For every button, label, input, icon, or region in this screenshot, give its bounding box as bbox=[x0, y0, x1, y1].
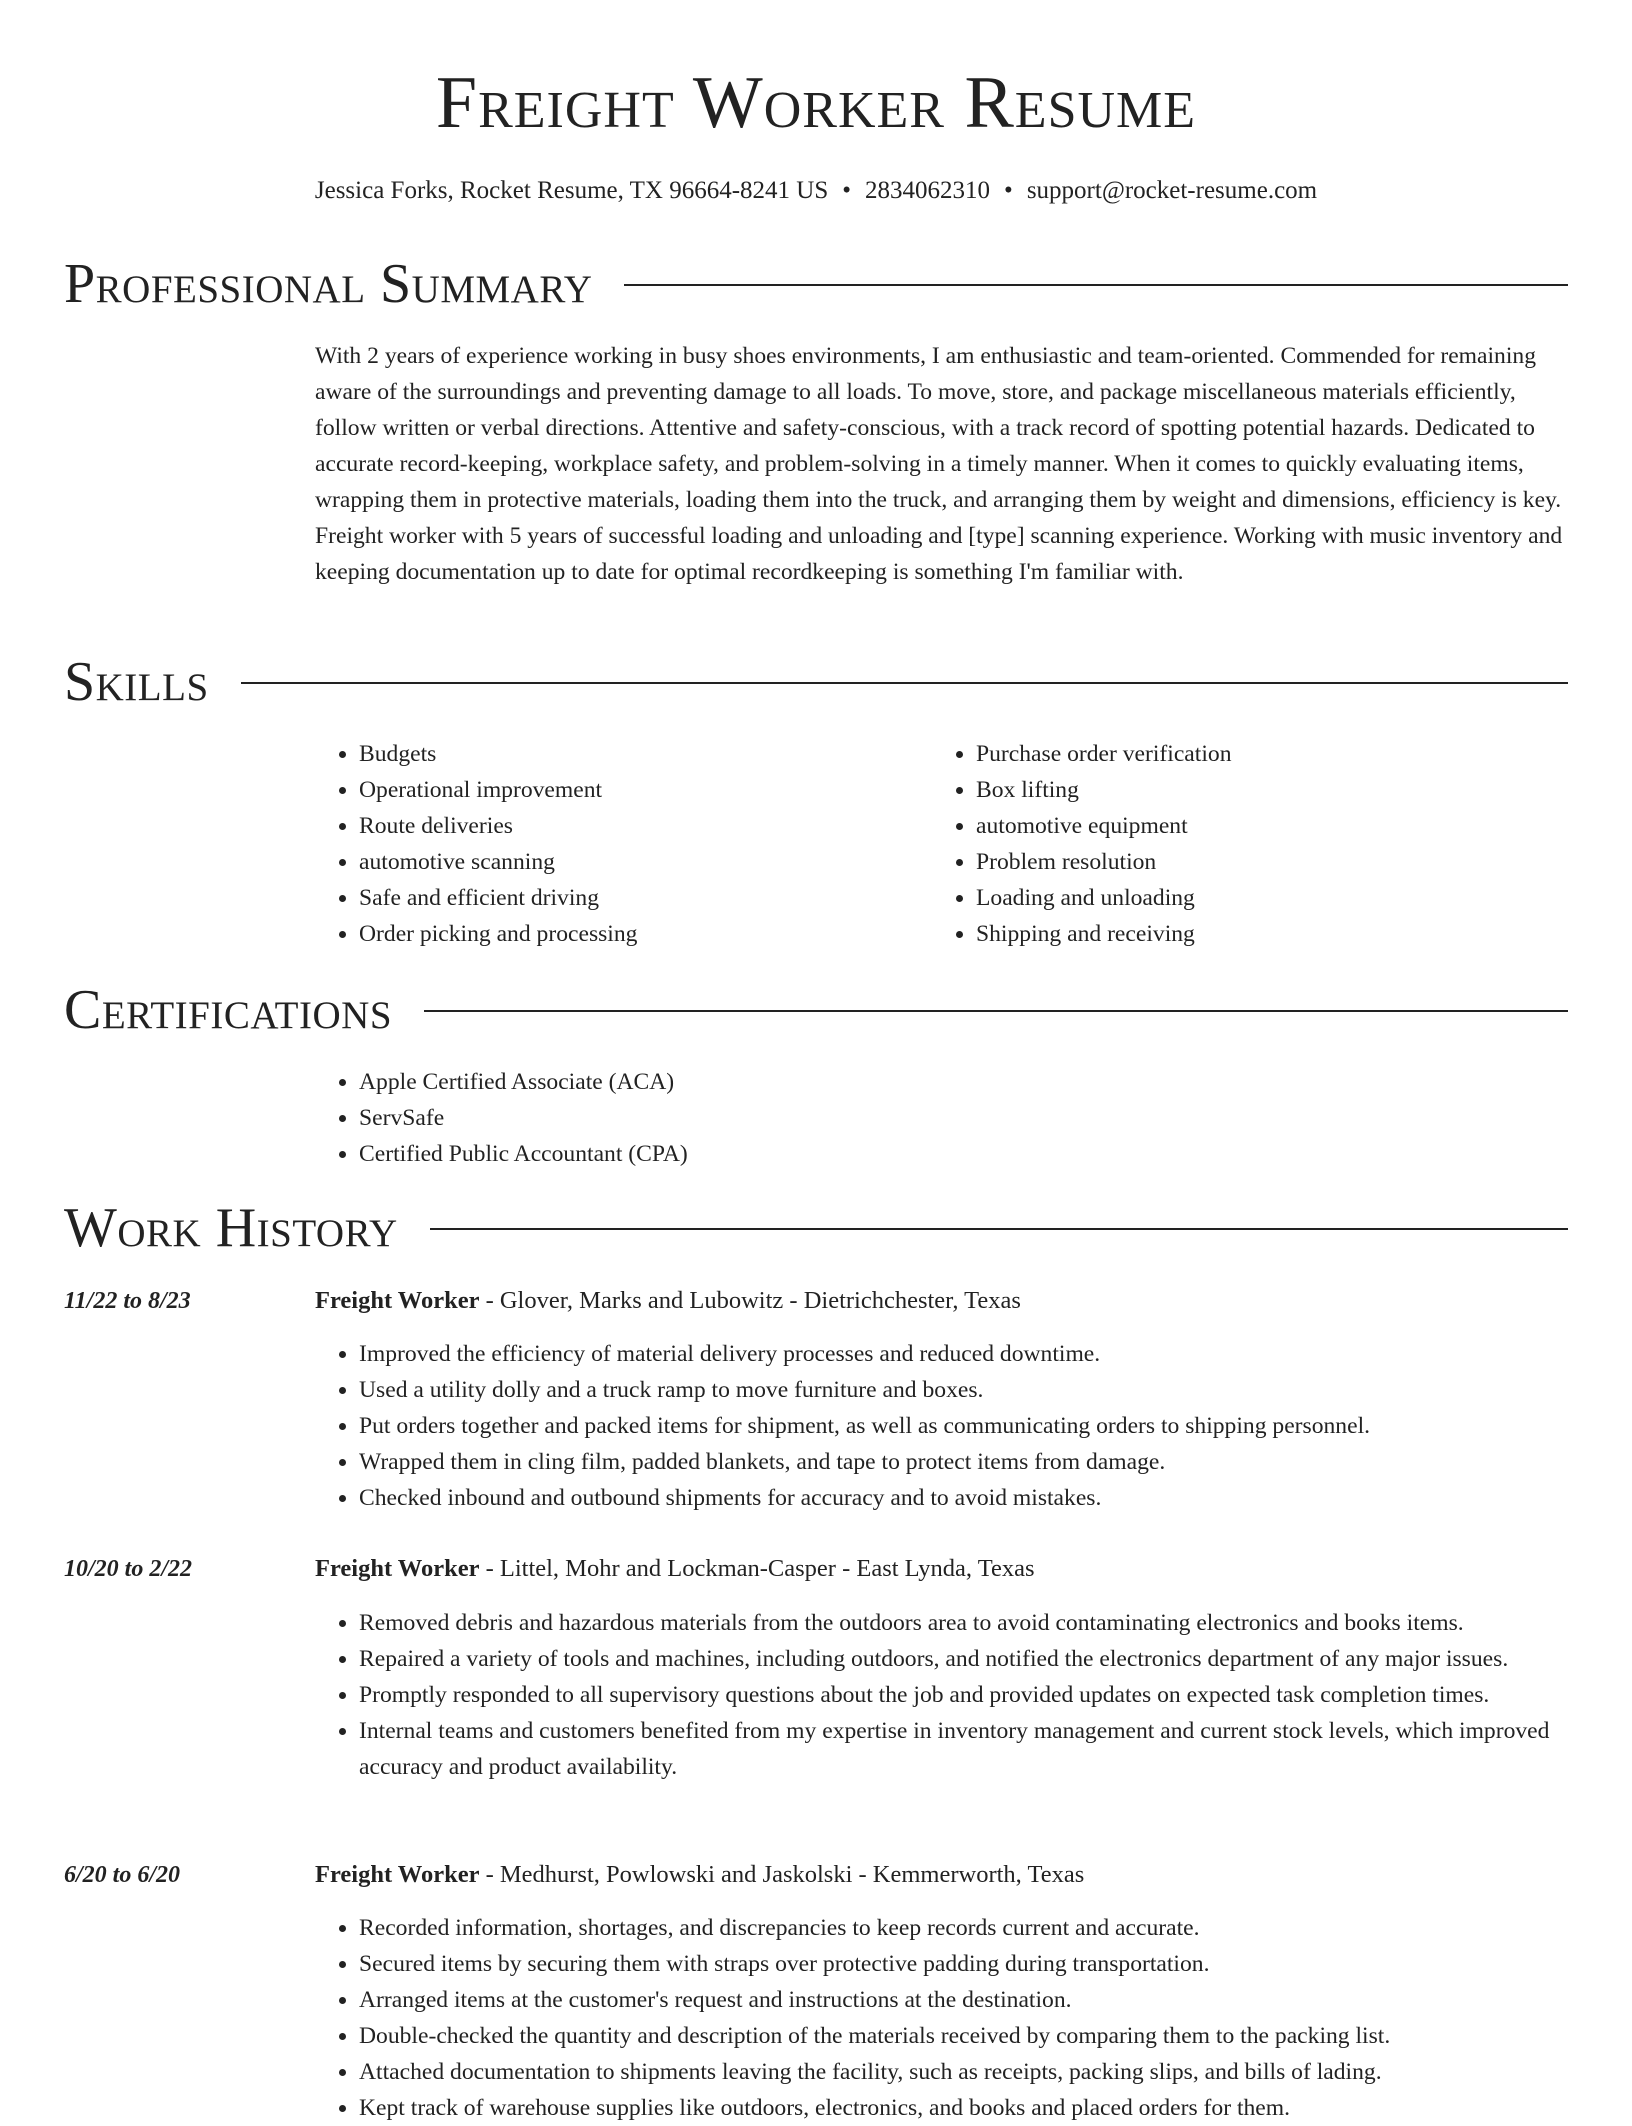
job-duties bbox=[315, 1605, 1585, 1785]
section-divider bbox=[430, 1228, 1568, 1230]
skill-item: • Order picking and processing bbox=[359, 916, 637, 952]
job-duty-item: • Checked inbound and outbound shipments for accuracy and to avoid mistakes. bbox=[359, 1480, 1585, 1516]
skill-item: • Shipping and receiving bbox=[976, 916, 1232, 952]
job-duty-item: • Used a utility dolly and a truck ramp to move furniture and boxes. bbox=[359, 1372, 1585, 1408]
skill-item: • Operational improvement bbox=[359, 772, 637, 808]
summary-heading: Professional Summary bbox=[64, 253, 593, 315]
contact-phone: 2834062310 bbox=[865, 177, 991, 204]
certifications-heading: Certifications bbox=[64, 979, 393, 1041]
contact-line bbox=[0, 174, 1632, 208]
skill-item: • Purchase order verification bbox=[976, 736, 1232, 772]
job-title: Freight Worker bbox=[315, 1555, 480, 1582]
summary-text: With 2 years of experience working in busy shoes environments, I am enthusiastic and team-oriented. Commended for remaining aware of the surroundings and preventing damage to all loads. To move, store, and package miscellaneous materials efficiently, follow written or verbal directions. Attentive and safety-conscious, with a track record of spotting potential hazards. Dedicated to accurate record-keeping, workplace safety, and problem-solving in a timely manner. When it comes to quickly evaluating items, wrapping them in protective materials, loading them into the truck, and arranging them by weight and dimensions, efficiency is key. Freight worker with 5 years of successful loading and unloading and [type] scanning experience. Working with music inventory and keeping documentation up to date for optimal recordkeeping is something I'm familiar with. bbox=[315, 343, 1563, 585]
contact-address: Jessica Forks, Rocket Resume, TX 96664-8241 US bbox=[314, 177, 829, 204]
certifications-list bbox=[315, 1064, 688, 1172]
skill-item: • Budgets bbox=[359, 736, 637, 772]
skill-item: • automotive equipment bbox=[976, 808, 1232, 844]
certifications-section-header bbox=[64, 978, 1568, 1042]
skills-column-left bbox=[315, 736, 637, 952]
job-dates: 6/20 to 6/20 bbox=[64, 1862, 181, 1888]
contact-separator: • bbox=[842, 177, 852, 204]
job-title-line bbox=[315, 1283, 1021, 1319]
contact-email: support@rocket-resume.com bbox=[1026, 177, 1318, 204]
job-duty-item: • Recorded information, shortages, and discrepancies to keep records current and accurate. bbox=[359, 1910, 1585, 1946]
certification-item: • Apple Certified Associate (ACA) bbox=[359, 1064, 688, 1100]
job-duty-item: • Wrapped them in cling film, padded blankets, and tape to protect items from damage. bbox=[359, 1444, 1585, 1480]
work-history-section-header bbox=[64, 1196, 1568, 1260]
job-duty-item: • Internal teams and customers benefited from my expertise in inventory management and current stock levels, which improved accuracy and product availability. bbox=[359, 1713, 1585, 1785]
skill-item: • automotive scanning bbox=[359, 844, 637, 880]
summary-section-header bbox=[64, 252, 1568, 316]
job-employer-location: - Littel, Mohr and Lockman-Casper - East Lynda, Texas bbox=[479, 1555, 1035, 1582]
job-duty-item: • Arranged items at the customer's request and instructions at the destination. bbox=[359, 1982, 1585, 2018]
work-history-heading: Work History bbox=[64, 1197, 398, 1259]
job-duty-item: • Removed debris and hazardous materials from the outdoors area to avoid contaminating electronics and books items. bbox=[359, 1605, 1585, 1641]
section-divider bbox=[624, 284, 1568, 286]
job-dates: 10/20 to 2/22 bbox=[64, 1556, 193, 1582]
skill-item: • Route deliveries bbox=[359, 808, 637, 844]
job-duty-item: • Attached documentation to shipments leaving the facility, such as receipts, packing slips, and bills of lading. bbox=[359, 2054, 1585, 2090]
job-duty-item: • Repaired a variety of tools and machines, including outdoors, and notified the electronics department of any major issues. bbox=[359, 1641, 1585, 1677]
skill-item: • Safe and efficient driving bbox=[359, 880, 637, 916]
job-title-line bbox=[315, 1857, 1084, 1893]
job-duties bbox=[315, 1336, 1585, 1516]
job-title: Freight Worker bbox=[315, 1861, 480, 1888]
job-employer-location: - Medhurst, Powlowski and Jaskolski - Kemmerworth, Texas bbox=[479, 1861, 1085, 1888]
job-title-line bbox=[315, 1551, 1035, 1587]
job-duty-item: • Improved the efficiency of material delivery processes and reduced downtime. bbox=[359, 1336, 1585, 1372]
job-duties bbox=[315, 1910, 1585, 2126]
skill-item: • Loading and unloading bbox=[976, 880, 1232, 916]
job-duty-item: • Kept track of warehouse supplies like outdoors, electronics, and books and placed orders for them. bbox=[359, 2090, 1585, 2126]
skill-item: • Problem resolution bbox=[976, 844, 1232, 880]
job-duty-item: • Promptly responded to all supervisory questions about the job and provided updates on expected task completion times. bbox=[359, 1677, 1585, 1713]
skills-heading: Skills bbox=[64, 651, 209, 713]
resume-title: Freight Worker Resume bbox=[435, 62, 1197, 144]
job-dates: 11/22 to 8/23 bbox=[64, 1288, 191, 1314]
skills-section-header bbox=[64, 650, 1568, 714]
section-divider bbox=[424, 1010, 1568, 1012]
certification-item: • ServSafe bbox=[359, 1100, 688, 1136]
skills-column-right bbox=[932, 736, 1232, 952]
job-title: Freight Worker bbox=[315, 1287, 480, 1314]
certification-item: • Certified Public Accountant (CPA) bbox=[359, 1136, 688, 1172]
job-duty-item: • Secured items by securing them with straps over protective padding during transportation. bbox=[359, 1946, 1585, 1982]
skill-item: • Box lifting bbox=[976, 772, 1232, 808]
job-employer-location: - Glover, Marks and Lubowitz - Dietrichchester, Texas bbox=[479, 1287, 1021, 1314]
job-duty-item: • Put orders together and packed items for shipment, as well as communicating orders to shipping personnel. bbox=[359, 1408, 1585, 1444]
job-duty-item: • Double-checked the quantity and description of the materials received by comparing them to the packing list. bbox=[359, 2018, 1585, 2054]
contact-separator: • bbox=[1004, 177, 1013, 204]
section-divider bbox=[241, 682, 1568, 684]
